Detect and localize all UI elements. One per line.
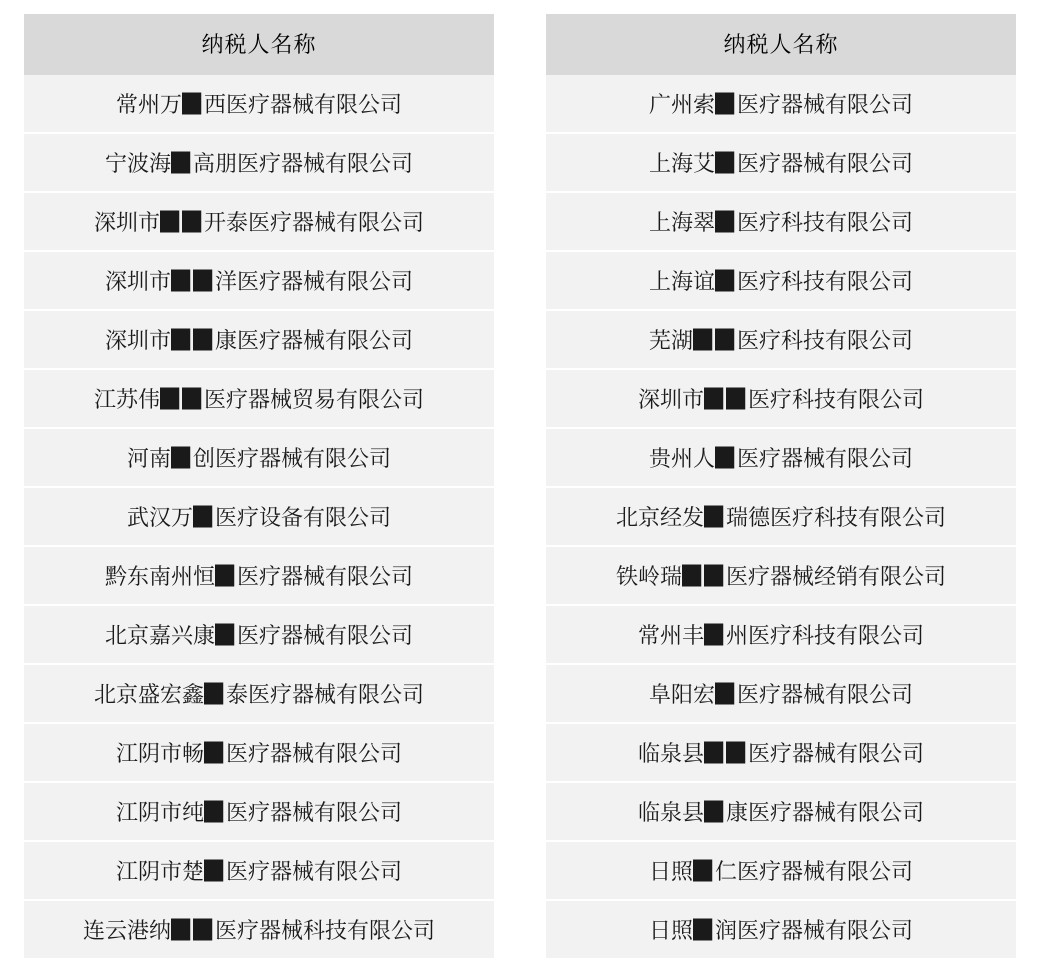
table-row	[546, 133, 1016, 192]
table-row	[24, 487, 494, 546]
taxpayer-name-cell: 上海艾▉医疗器械有限公司	[546, 133, 1016, 192]
taxpayer-name-cell: 芜湖▉▉医疗科技有限公司	[546, 310, 1016, 369]
table-body-left	[24, 75, 494, 958]
taxpayer-name-cell: 宁波海▉高朋医疗器械有限公司	[24, 133, 494, 192]
table-row	[546, 605, 1016, 664]
taxpayer-name-cell: 广州索▉医疗器械有限公司	[546, 75, 1016, 133]
table-header-row	[24, 14, 494, 75]
taxpayer-name-cell: 日照▉润医疗器械有限公司	[546, 900, 1016, 958]
table-row	[546, 369, 1016, 428]
taxpayer-name-cell: 上海翠▉医疗科技有限公司	[546, 192, 1016, 251]
taxpayer-name-cell: 江阴市楚▉医疗器械有限公司	[24, 841, 494, 900]
table-row	[24, 782, 494, 841]
taxpayer-name-cell: 河南▉创医疗器械有限公司	[24, 428, 494, 487]
column-header-taxpayer-name: 纳税人名称	[24, 14, 494, 75]
column-header-taxpayer-name: 纳税人名称	[546, 14, 1016, 75]
table-row	[24, 133, 494, 192]
taxpayer-table-left	[24, 14, 494, 958]
table-row	[546, 192, 1016, 251]
table-body-right	[546, 75, 1016, 958]
table-row	[24, 723, 494, 782]
taxpayer-name-cell: 临泉县▉康医疗器械有限公司	[546, 782, 1016, 841]
taxpayer-table-right	[546, 14, 1016, 958]
table-row	[546, 428, 1016, 487]
table-row	[24, 310, 494, 369]
taxpayer-name-cell: 铁岭瑞▉▉医疗器械经销有限公司	[546, 546, 1016, 605]
taxpayer-name-cell: 贵州人▉医疗器械有限公司	[546, 428, 1016, 487]
taxpayer-name-cell: 黔东南州恒▉医疗器械有限公司	[24, 546, 494, 605]
table-row	[546, 310, 1016, 369]
taxpayer-name-cell: 日照▉仁医疗器械有限公司	[546, 841, 1016, 900]
table-row	[546, 75, 1016, 133]
taxpayer-name-cell: 深圳市▉▉开泰医疗器械有限公司	[24, 192, 494, 251]
taxpayer-name-cell: 江阴市纯▉医疗器械有限公司	[24, 782, 494, 841]
taxpayer-name-cell: 江阴市畅▉医疗器械有限公司	[24, 723, 494, 782]
taxpayer-name-cell: 临泉县▉▉医疗器械有限公司	[546, 723, 1016, 782]
table-row	[546, 487, 1016, 546]
taxpayer-name-cell: 上海谊▉医疗科技有限公司	[546, 251, 1016, 310]
table-row	[546, 782, 1016, 841]
taxpayer-name-cell: 深圳市▉▉康医疗器械有限公司	[24, 310, 494, 369]
table-row	[546, 664, 1016, 723]
table-row	[546, 900, 1016, 958]
table-row	[546, 841, 1016, 900]
taxpayer-name-cell: 北京经发▉瑞德医疗科技有限公司	[546, 487, 1016, 546]
taxpayer-name-cell: 常州丰▉州医疗科技有限公司	[546, 605, 1016, 664]
table-row	[24, 546, 494, 605]
taxpayer-name-cell: 江苏伟▉▉医疗器械贸易有限公司	[24, 369, 494, 428]
table-row	[24, 369, 494, 428]
table-row	[24, 251, 494, 310]
table-header-row	[546, 14, 1016, 75]
taxpayer-name-cell: 深圳市▉▉洋医疗器械有限公司	[24, 251, 494, 310]
table-row	[24, 75, 494, 133]
taxpayer-name-cell: 北京嘉兴康▉医疗器械有限公司	[24, 605, 494, 664]
taxpayer-name-cell: 常州万▉西医疗器械有限公司	[24, 75, 494, 133]
table-row	[24, 192, 494, 251]
table-row	[546, 723, 1016, 782]
table-row	[546, 251, 1016, 310]
table-row	[24, 605, 494, 664]
taxpayer-name-cell: 武汉万▉医疗设备有限公司	[24, 487, 494, 546]
table-row	[24, 841, 494, 900]
taxpayer-name-cell: 连云港纳▉▉医疗器械科技有限公司	[24, 900, 494, 958]
taxpayer-name-cell: 深圳市▉▉医疗科技有限公司	[546, 369, 1016, 428]
table-row	[546, 546, 1016, 605]
taxpayer-name-cell: 阜阳宏▉医疗器械有限公司	[546, 664, 1016, 723]
taxpayer-name-cell: 北京盛宏鑫▉泰医疗器械有限公司	[24, 664, 494, 723]
table-row	[24, 664, 494, 723]
table-row	[24, 900, 494, 958]
table-row	[24, 428, 494, 487]
